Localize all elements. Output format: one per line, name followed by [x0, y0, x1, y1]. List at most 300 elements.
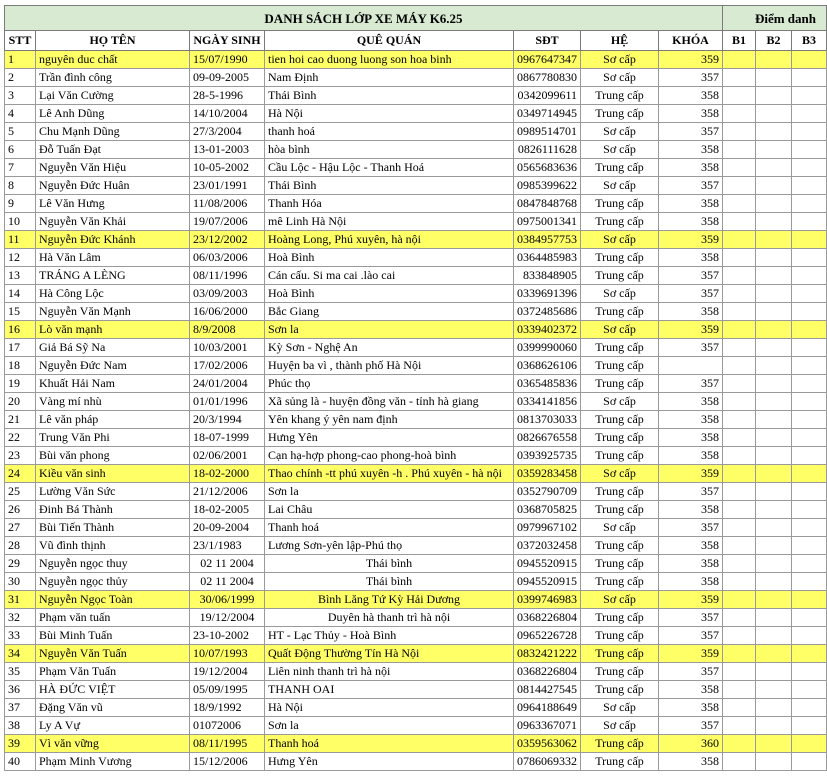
cell-course[interactable]: 357 [659, 717, 723, 735]
cell-name[interactable]: Hà Văn Lâm [36, 249, 190, 267]
cell-name[interactable]: Vì văn vững [36, 735, 190, 753]
cell-dob[interactable]: 14/10/2004 [190, 105, 265, 123]
cell-b2[interactable] [756, 645, 792, 663]
cell-course[interactable]: 358 [659, 213, 723, 231]
cell-b1[interactable] [723, 483, 756, 501]
cell-phone[interactable]: 0339691396 [514, 285, 581, 303]
cell-b1[interactable] [723, 753, 756, 771]
cell-name[interactable]: Phạm Minh Vương [36, 753, 190, 771]
cell-b2[interactable] [756, 375, 792, 393]
cell-stt[interactable]: 37 [5, 699, 36, 717]
cell-b3[interactable] [792, 483, 827, 501]
cell-course[interactable]: 358 [659, 393, 723, 411]
cell-system[interactable]: Trung cấp [581, 681, 659, 699]
cell-hometown[interactable]: Hoà Bình [265, 249, 514, 267]
cell-stt[interactable]: 36 [5, 681, 36, 699]
cell-hometown[interactable]: Phúc thọ [265, 375, 514, 393]
cell-hometown[interactable]: Xã sủng là - huyện đồng văn - tỉnh hà giang [265, 393, 514, 411]
cell-system[interactable]: Trung cấp [581, 645, 659, 663]
cell-course[interactable]: 357 [659, 663, 723, 681]
cell-name[interactable]: Nguyễn Ngọc Toàn [36, 591, 190, 609]
cell-name[interactable]: Bùi văn phong [36, 447, 190, 465]
cell-b3[interactable] [792, 141, 827, 159]
cell-system[interactable]: Trung cấp [581, 267, 659, 285]
cell-b2[interactable] [756, 699, 792, 717]
header-system[interactable]: HỆ [581, 31, 659, 51]
cell-stt[interactable]: 8 [5, 177, 36, 195]
cell-b2[interactable] [756, 123, 792, 141]
cell-name[interactable]: Bùi Tiến Thành [36, 519, 190, 537]
cell-phone[interactable]: 0384957753 [514, 231, 581, 249]
cell-hometown[interactable]: Thái bình [265, 555, 514, 573]
cell-phone[interactable]: 0813703033 [514, 411, 581, 429]
cell-dob[interactable]: 08/11/1996 [190, 267, 265, 285]
cell-b3[interactable] [792, 447, 827, 465]
cell-name[interactable]: Lường Văn Sức [36, 483, 190, 501]
cell-dob[interactable]: 01/01/1996 [190, 393, 265, 411]
cell-b3[interactable] [792, 285, 827, 303]
cell-b2[interactable] [756, 555, 792, 573]
cell-b2[interactable] [756, 195, 792, 213]
cell-course[interactable]: 358 [659, 429, 723, 447]
cell-dob[interactable]: 27/3/2004 [190, 123, 265, 141]
header-b3[interactable]: B3 [792, 31, 827, 51]
cell-phone[interactable]: 0965226728 [514, 627, 581, 645]
cell-name[interactable]: Phạm văn tuấn [36, 609, 190, 627]
cell-b3[interactable] [792, 717, 827, 735]
cell-b1[interactable] [723, 231, 756, 249]
cell-phone[interactable]: 0368626106 [514, 357, 581, 375]
cell-b2[interactable] [756, 483, 792, 501]
cell-hometown[interactable]: Thanh hoá [265, 735, 514, 753]
cell-course[interactable]: 359 [659, 231, 723, 249]
cell-b3[interactable] [792, 663, 827, 681]
cell-course[interactable]: 360 [659, 735, 723, 753]
cell-system[interactable]: Trung cấp [581, 447, 659, 465]
cell-stt[interactable]: 5 [5, 123, 36, 141]
cell-b3[interactable] [792, 87, 827, 105]
cell-system[interactable]: Sơ cấp [581, 69, 659, 87]
cell-dob[interactable]: 8/9/2008 [190, 321, 265, 339]
cell-dob[interactable]: 28-5-1996 [190, 87, 265, 105]
cell-hometown[interactable]: hòa bình [265, 141, 514, 159]
cell-b3[interactable] [792, 249, 827, 267]
cell-name[interactable]: TRÁNG A LÈNG [36, 267, 190, 285]
cell-system[interactable]: Trung cấp [581, 663, 659, 681]
cell-phone[interactable]: 0867780830 [514, 69, 581, 87]
cell-b3[interactable] [792, 501, 827, 519]
cell-dob[interactable]: 05/09/1995 [190, 681, 265, 699]
cell-phone[interactable]: 0826676558 [514, 429, 581, 447]
cell-dob[interactable]: 20/3/1994 [190, 411, 265, 429]
cell-b2[interactable] [756, 339, 792, 357]
cell-b2[interactable] [756, 303, 792, 321]
cell-system[interactable]: Sơ cấp [581, 231, 659, 249]
cell-stt[interactable]: 13 [5, 267, 36, 285]
cell-b3[interactable] [792, 573, 827, 591]
cell-stt[interactable]: 28 [5, 537, 36, 555]
cell-b2[interactable] [756, 663, 792, 681]
cell-name[interactable]: Kiều văn sinh [36, 465, 190, 483]
cell-name[interactable]: Lê văn pháp [36, 411, 190, 429]
cell-b2[interactable] [756, 537, 792, 555]
cell-b3[interactable] [792, 519, 827, 537]
cell-b1[interactable] [723, 195, 756, 213]
cell-b3[interactable] [792, 51, 827, 69]
cell-b3[interactable] [792, 69, 827, 87]
cell-dob[interactable]: 20-09-2004 [190, 519, 265, 537]
cell-b3[interactable] [792, 609, 827, 627]
cell-hometown[interactable]: tien hoi cao duong luong son hoa binh [265, 51, 514, 69]
cell-phone[interactable]: 0372032458 [514, 537, 581, 555]
cell-phone[interactable]: 0565683636 [514, 159, 581, 177]
cell-b2[interactable] [756, 591, 792, 609]
cell-hometown[interactable]: Hưng Yên [265, 429, 514, 447]
cell-name[interactable]: Khuất Hải Nam [36, 375, 190, 393]
cell-hometown[interactable]: Thanh Hóa [265, 195, 514, 213]
cell-b3[interactable] [792, 339, 827, 357]
cell-b2[interactable] [756, 573, 792, 591]
cell-system[interactable]: Trung cấp [581, 375, 659, 393]
cell-dob[interactable]: 15/12/2006 [190, 753, 265, 771]
cell-system[interactable]: Sơ cấp [581, 717, 659, 735]
cell-phone[interactable]: 0393925735 [514, 447, 581, 465]
cell-course[interactable]: 357 [659, 69, 723, 87]
cell-b1[interactable] [723, 249, 756, 267]
cell-name[interactable]: Hà Công Lộc [36, 285, 190, 303]
cell-stt[interactable]: 3 [5, 87, 36, 105]
cell-stt[interactable]: 1 [5, 51, 36, 69]
cell-system[interactable]: Sơ cấp [581, 123, 659, 141]
cell-name[interactable]: Lê Văn Hưng [36, 195, 190, 213]
cell-hometown[interactable]: Sơn la [265, 717, 514, 735]
cell-hometown[interactable]: Bắc Giang [265, 303, 514, 321]
cell-b2[interactable] [756, 69, 792, 87]
cell-stt[interactable]: 10 [5, 213, 36, 231]
cell-hometown[interactable]: THANH OAI [265, 681, 514, 699]
cell-phone[interactable]: 0989514701 [514, 123, 581, 141]
cell-dob[interactable]: 16/06/2000 [190, 303, 265, 321]
cell-stt[interactable]: 18 [5, 357, 36, 375]
cell-b1[interactable] [723, 555, 756, 573]
header-phone[interactable]: SĐT [514, 31, 581, 51]
cell-b2[interactable] [756, 681, 792, 699]
cell-dob[interactable]: 23-10-2002 [190, 627, 265, 645]
cell-phone[interactable]: 0985399622 [514, 177, 581, 195]
cell-hometown[interactable]: Thái Bình [265, 177, 514, 195]
cell-course[interactable]: 357 [659, 285, 723, 303]
cell-b1[interactable] [723, 735, 756, 753]
cell-system[interactable]: Trung cấp [581, 735, 659, 753]
cell-dob[interactable]: 10-05-2002 [190, 159, 265, 177]
cell-b1[interactable] [723, 519, 756, 537]
cell-phone[interactable]: 0399990060 [514, 339, 581, 357]
cell-course[interactable]: 358 [659, 105, 723, 123]
cell-stt[interactable]: 34 [5, 645, 36, 663]
cell-system[interactable]: Trung cấp [581, 573, 659, 591]
cell-b1[interactable] [723, 699, 756, 717]
cell-b3[interactable] [792, 465, 827, 483]
cell-phone[interactable]: 0975001341 [514, 213, 581, 231]
cell-course[interactable]: 357 [659, 609, 723, 627]
cell-b1[interactable] [723, 411, 756, 429]
cell-course[interactable]: 357 [659, 339, 723, 357]
cell-stt[interactable]: 4 [5, 105, 36, 123]
cell-course[interactable]: 357 [659, 483, 723, 501]
cell-name[interactable]: Đặng Văn vũ [36, 699, 190, 717]
cell-dob[interactable]: 15/07/1990 [190, 51, 265, 69]
cell-course[interactable]: 358 [659, 447, 723, 465]
cell-hometown[interactable]: Lương Sơn-yên lập-Phú thọ [265, 537, 514, 555]
cell-stt[interactable]: 19 [5, 375, 36, 393]
cell-system[interactable]: Trung cấp [581, 339, 659, 357]
cell-name[interactable]: nguyên duc chất [36, 51, 190, 69]
cell-b2[interactable] [756, 609, 792, 627]
cell-system[interactable]: Trung cấp [581, 627, 659, 645]
cell-b1[interactable] [723, 123, 756, 141]
cell-course[interactable]: 357 [659, 519, 723, 537]
cell-b3[interactable] [792, 321, 827, 339]
cell-hometown[interactable]: Hà Nội [265, 699, 514, 717]
cell-b1[interactable] [723, 465, 756, 483]
cell-hometown[interactable]: Sơn la [265, 321, 514, 339]
cell-system[interactable]: Trung cấp [581, 195, 659, 213]
cell-stt[interactable]: 29 [5, 555, 36, 573]
cell-system[interactable]: Trung cấp [581, 429, 659, 447]
cell-b2[interactable] [756, 267, 792, 285]
cell-dob[interactable]: 21/12/2006 [190, 483, 265, 501]
cell-system[interactable]: Trung cấp [581, 555, 659, 573]
cell-system[interactable]: Trung cấp [581, 357, 659, 375]
cell-stt[interactable]: 9 [5, 195, 36, 213]
cell-b3[interactable] [792, 627, 827, 645]
cell-system[interactable]: Sơ cấp [581, 321, 659, 339]
cell-b2[interactable] [756, 51, 792, 69]
cell-dob[interactable]: 02/06/2001 [190, 447, 265, 465]
header-dob[interactable]: NGÀY SINH [190, 31, 265, 51]
cell-b1[interactable] [723, 573, 756, 591]
cell-course[interactable]: 357 [659, 123, 723, 141]
cell-system[interactable]: Trung cấp [581, 753, 659, 771]
sheet-title[interactable]: DANH SÁCH LỚP XE MÁY K6.25 [5, 6, 723, 31]
cell-phone[interactable]: 0372485686 [514, 303, 581, 321]
cell-b3[interactable] [792, 195, 827, 213]
cell-stt[interactable]: 17 [5, 339, 36, 357]
cell-b1[interactable] [723, 357, 756, 375]
cell-name[interactable]: Vũ đình thịnh [36, 537, 190, 555]
cell-b1[interactable] [723, 213, 756, 231]
cell-hometown[interactable]: Thanh hoá [265, 519, 514, 537]
cell-stt[interactable]: 27 [5, 519, 36, 537]
cell-system[interactable]: Trung cấp [581, 537, 659, 555]
cell-phone[interactable]: 0359563062 [514, 735, 581, 753]
cell-hometown[interactable]: Hưng Yên [265, 753, 514, 771]
cell-b2[interactable] [756, 411, 792, 429]
cell-stt[interactable]: 30 [5, 573, 36, 591]
cell-b2[interactable] [756, 159, 792, 177]
attendance-title[interactable]: Điểm danh [723, 6, 827, 31]
cell-dob[interactable]: 13-01-2003 [190, 141, 265, 159]
cell-phone[interactable]: 0967647347 [514, 51, 581, 69]
cell-hometown[interactable]: Duyên hà thanh trì hà nội [265, 609, 514, 627]
cell-phone[interactable]: 0342099611 [514, 87, 581, 105]
cell-hometown[interactable]: Bình Lăng Tứ Kỳ Hải Dương [265, 591, 514, 609]
cell-b3[interactable] [792, 699, 827, 717]
cell-hometown[interactable]: Hoà Bình [265, 285, 514, 303]
cell-course[interactable]: 358 [659, 537, 723, 555]
cell-name[interactable]: Vàng mí nhù [36, 393, 190, 411]
cell-b3[interactable] [792, 429, 827, 447]
cell-course[interactable]: 358 [659, 87, 723, 105]
cell-b3[interactable] [792, 303, 827, 321]
cell-name[interactable]: Nguyễn Văn Tuấn [36, 645, 190, 663]
cell-phone[interactable]: 0364485983 [514, 249, 581, 267]
cell-phone[interactable]: 833848905 [514, 267, 581, 285]
cell-b1[interactable] [723, 681, 756, 699]
cell-name[interactable]: Trần đình công [36, 69, 190, 87]
cell-stt[interactable]: 26 [5, 501, 36, 519]
cell-system[interactable]: Sơ cấp [581, 141, 659, 159]
cell-dob[interactable]: 19/12/2004 [190, 663, 265, 681]
cell-dob[interactable]: 06/03/2006 [190, 249, 265, 267]
cell-name[interactable]: Lò văn mạnh [36, 321, 190, 339]
cell-name[interactable]: Lại Văn Cường [36, 87, 190, 105]
cell-dob[interactable]: 19/12/2004 [190, 609, 265, 627]
cell-b3[interactable] [792, 105, 827, 123]
cell-stt[interactable]: 2 [5, 69, 36, 87]
cell-hometown[interactable]: Hoàng Long, Phú xuyên, hà nội [265, 231, 514, 249]
cell-name[interactable]: Ly A Vự [36, 717, 190, 735]
cell-b3[interactable] [792, 735, 827, 753]
cell-dob[interactable]: 17/02/2006 [190, 357, 265, 375]
cell-system[interactable]: Trung cấp [581, 483, 659, 501]
cell-course[interactable]: 359 [659, 51, 723, 69]
cell-name[interactable]: Đinh Bá Thành [36, 501, 190, 519]
cell-name[interactable]: Trung Văn Phi [36, 429, 190, 447]
cell-stt[interactable]: 15 [5, 303, 36, 321]
cell-b2[interactable] [756, 753, 792, 771]
cell-dob[interactable]: 18-02-2000 [190, 465, 265, 483]
cell-course[interactable]: 357 [659, 627, 723, 645]
cell-course[interactable]: 358 [659, 555, 723, 573]
cell-b1[interactable] [723, 303, 756, 321]
cell-hometown[interactable]: Thao chính -tt phú xuyên -h . Phú xuyên - hà nội [265, 465, 514, 483]
cell-b2[interactable] [756, 501, 792, 519]
cell-course[interactable]: 357 [659, 177, 723, 195]
header-hometown[interactable]: QUÊ QUÁN [265, 31, 514, 51]
cell-dob[interactable]: 11/08/2006 [190, 195, 265, 213]
cell-b3[interactable] [792, 537, 827, 555]
cell-b1[interactable] [723, 267, 756, 285]
cell-stt[interactable]: 21 [5, 411, 36, 429]
cell-system[interactable]: Sơ cấp [581, 519, 659, 537]
cell-course[interactable]: 359 [659, 321, 723, 339]
cell-stt[interactable]: 38 [5, 717, 36, 735]
cell-name[interactable]: Giả Bá Sỹ Na [36, 339, 190, 357]
cell-phone[interactable]: 0832421222 [514, 645, 581, 663]
cell-stt[interactable]: 32 [5, 609, 36, 627]
cell-stt[interactable]: 14 [5, 285, 36, 303]
cell-b3[interactable] [792, 375, 827, 393]
cell-b3[interactable] [792, 177, 827, 195]
cell-course[interactable]: 358 [659, 501, 723, 519]
cell-dob[interactable]: 30/06/1999 [190, 591, 265, 609]
cell-system[interactable]: Trung cấp [581, 609, 659, 627]
cell-b2[interactable] [756, 627, 792, 645]
cell-name[interactable]: Nguyễn Văn Khải [36, 213, 190, 231]
cell-b2[interactable] [756, 105, 792, 123]
cell-phone[interactable]: 0945520915 [514, 555, 581, 573]
cell-b1[interactable] [723, 141, 756, 159]
cell-name[interactable]: Bùi Minh Tuấn [36, 627, 190, 645]
cell-hometown[interactable]: Cầu Lộc - Hậu Lộc - Thanh Hoá [265, 159, 514, 177]
cell-hometown[interactable]: mê Linh Hà Nội [265, 213, 514, 231]
cell-dob[interactable]: 08/11/1995 [190, 735, 265, 753]
cell-phone[interactable]: 0945520915 [514, 573, 581, 591]
header-b2[interactable]: B2 [756, 31, 792, 51]
cell-b1[interactable] [723, 393, 756, 411]
cell-dob[interactable]: 01072006 [190, 717, 265, 735]
cell-b1[interactable] [723, 285, 756, 303]
cell-b1[interactable] [723, 537, 756, 555]
cell-dob[interactable]: 18-02-2005 [190, 501, 265, 519]
cell-hometown[interactable]: Kỳ Sơn - Nghệ An [265, 339, 514, 357]
header-name[interactable]: HỌ TÊN [36, 31, 190, 51]
cell-stt[interactable]: 40 [5, 753, 36, 771]
cell-name[interactable]: Nguyễn ngọc thuy [36, 555, 190, 573]
cell-system[interactable]: Sơ cấp [581, 285, 659, 303]
cell-stt[interactable]: 35 [5, 663, 36, 681]
header-course[interactable]: KHÓA [659, 31, 723, 51]
cell-system[interactable]: Sơ cấp [581, 51, 659, 69]
cell-course[interactable]: 357 [659, 375, 723, 393]
cell-b1[interactable] [723, 339, 756, 357]
cell-course[interactable]: 358 [659, 681, 723, 699]
cell-b1[interactable] [723, 321, 756, 339]
cell-course[interactable]: 358 [659, 573, 723, 591]
cell-b3[interactable] [792, 753, 827, 771]
cell-dob[interactable]: 10/03/2001 [190, 339, 265, 357]
cell-phone[interactable]: 0847848768 [514, 195, 581, 213]
cell-hometown[interactable]: Nam Định [265, 69, 514, 87]
cell-system[interactable]: Sơ cấp [581, 465, 659, 483]
cell-b2[interactable] [756, 249, 792, 267]
cell-system[interactable]: Trung cấp [581, 87, 659, 105]
cell-b1[interactable] [723, 69, 756, 87]
cell-stt[interactable]: 11 [5, 231, 36, 249]
cell-phone[interactable]: 0359283458 [514, 465, 581, 483]
cell-course[interactable]: 359 [659, 591, 723, 609]
cell-name[interactable]: Nguyễn Đức Huân [36, 177, 190, 195]
cell-name[interactable]: Nguyễn ngọc thủy [36, 573, 190, 591]
cell-dob[interactable]: 24/01/2004 [190, 375, 265, 393]
cell-hometown[interactable]: Yên khang ý yên nam định [265, 411, 514, 429]
cell-b1[interactable] [723, 717, 756, 735]
cell-b2[interactable] [756, 231, 792, 249]
cell-stt[interactable]: 16 [5, 321, 36, 339]
cell-b1[interactable] [723, 591, 756, 609]
cell-b1[interactable] [723, 501, 756, 519]
cell-system[interactable]: Trung cấp [581, 501, 659, 519]
cell-stt[interactable]: 7 [5, 159, 36, 177]
cell-b1[interactable] [723, 663, 756, 681]
cell-b2[interactable] [756, 177, 792, 195]
cell-name[interactable]: Đỗ Tuấn Đạt [36, 141, 190, 159]
cell-b1[interactable] [723, 177, 756, 195]
cell-phone[interactable]: 0826111628 [514, 141, 581, 159]
cell-system[interactable]: Trung cấp [581, 249, 659, 267]
cell-phone[interactable]: 0365485836 [514, 375, 581, 393]
